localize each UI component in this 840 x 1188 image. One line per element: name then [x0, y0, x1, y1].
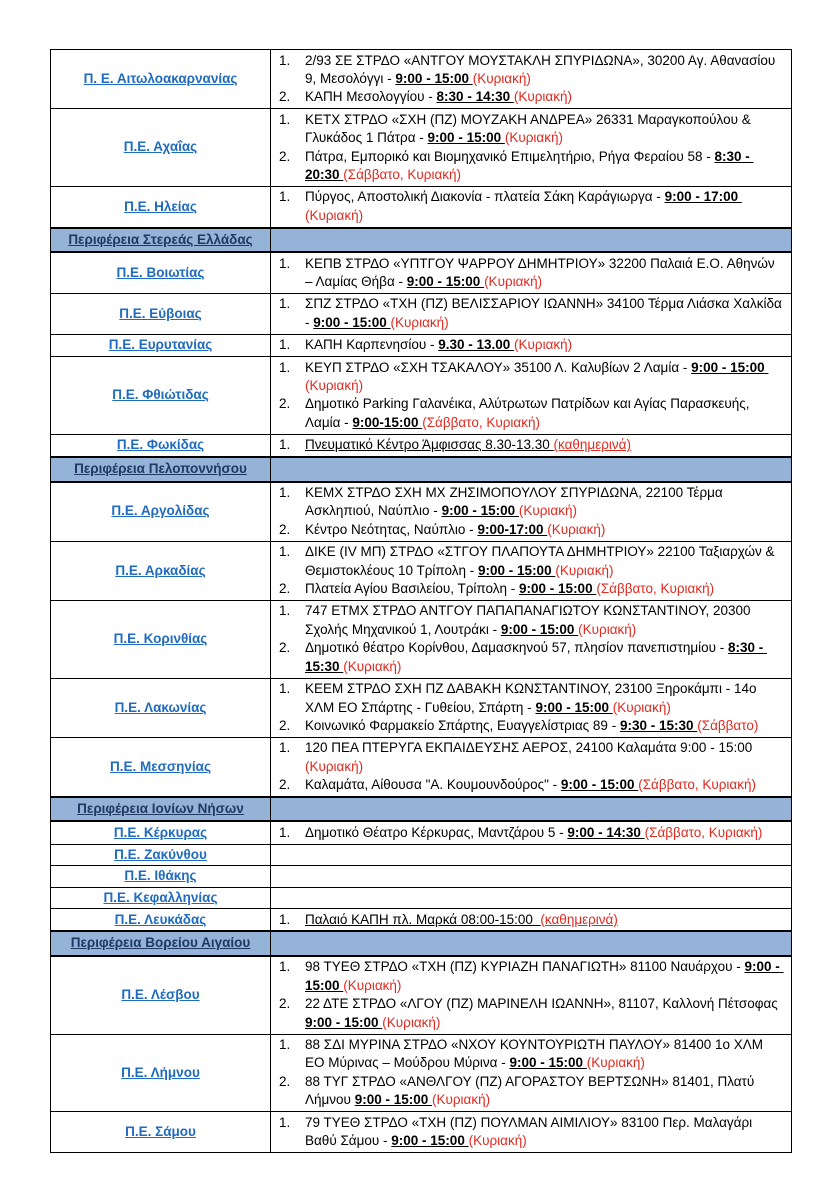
region-name: Π. Ε. Αιτωλοακαρνανίας	[83, 70, 238, 86]
day-note: (Κυριακή)	[305, 758, 364, 774]
region-name-cell	[51, 866, 271, 886]
region-row	[51, 1034, 791, 1112]
region-name: Π.Ε. Σάμου	[125, 1123, 196, 1139]
item-text-segment: Πλατεία Αγίου Βασιλείου, Τρίπολη -	[305, 581, 520, 597]
region-name: Π.Ε. Μεσσηνίας	[110, 758, 211, 774]
day-note: (Κυριακή)	[514, 337, 573, 353]
section-title-cell	[51, 798, 271, 820]
time-range: 9:00 - 15:00	[535, 699, 613, 715]
section-row	[51, 930, 791, 956]
day-note: (Κυριακή)	[484, 273, 543, 289]
locations-cell	[271, 738, 791, 796]
region-row	[51, 356, 791, 434]
locations-cell	[271, 187, 791, 227]
location-item	[279, 1036, 787, 1073]
region-name-cell	[51, 335, 271, 356]
day-note: (Κυριακή)	[305, 207, 364, 223]
day-note: (Κυριακή)	[555, 562, 614, 578]
locations-cell	[271, 253, 791, 293]
day-note: (Σάββατο, Κυριακή)	[638, 777, 756, 793]
location-item	[279, 776, 787, 794]
item-number: 2.	[279, 89, 291, 105]
item-text-segment: 79 ΤΥΕΘ ΣΤΡΔΟ «ΤΧΗ (ΠΖ) ΠΟΥΛΜΑΝ ΑΙΜΙΛΙΟΥ» 83100 Περ. Μαλαγάρι Βαθύ Σάμου -	[305, 1114, 756, 1149]
item-text-segment: ΚΕΠΒ ΣΤΡΔΟ «ΥΠΤΓΟΥ ΨΑΡΡΟΥ ΔΗΜΗΤΡΙΟΥ» 32200 Παλαιά Ε.Ο. Αθηνών – Λαμίας Θήβα -	[305, 255, 779, 289]
item-text-segment: ΚΕΤΧ ΣΤΡΔΟ «ΣΧΗ (ΠΖ) ΜΟΥΖΑΚΗ ΑΝΔΡΕΑ» 26331 Μαραγκοπούλου & Γλυκάδος 1 Πάτρα -	[305, 111, 755, 146]
region-name-cell	[51, 50, 271, 108]
location-item	[279, 436, 787, 454]
region-row	[51, 844, 791, 865]
item-text	[305, 995, 787, 1032]
item-text-segment: 98 ΤΥΕΘ ΣΤΡΔΟ «ΤΧΗ (ΠΖ) ΚΥΡΙΑΖΗ ΠΑΝΑΓΙΩΤΗ» 81100 Ναυάρχου -	[305, 959, 745, 975]
region-name-cell	[51, 542, 271, 600]
time-range: 9:30 - 15:30	[619, 717, 698, 733]
item-text	[305, 602, 787, 639]
region-name-cell	[51, 1112, 271, 1152]
item-number: 1.	[279, 437, 291, 453]
region-name-cell	[51, 483, 271, 541]
item-text-segment: Κοινωνικό Φαρμακείο Σπάρτης, Ευαγγελίστριας 89 -	[305, 717, 620, 733]
item-number: 1.	[279, 911, 291, 927]
region-name: Π.Ε. Λέσβου	[121, 986, 200, 1002]
item-number: 1.	[279, 959, 291, 975]
item-text-segment: 747 ΕΤΜΧ ΣΤΡΔΟ ΑΝΤΓΟΥ ΠΑΠΑΠΑΝΑΓΙΩΤΟΥ ΚΩΝΣΤΑΝΤΙΝΟΥ, 20300 Σχολής Μηχανικού 1, Λουτράκι -	[305, 603, 755, 637]
locations-cell	[271, 601, 791, 678]
item-text-segment: 120 ΠΕΑ ΠΤΕΡΥΓΑ ΕΚΠΑΙΔΕΥΣΗΣ ΑΕΡΟΣ, 24100 Καλαμάτα 9:00 - 15:00	[305, 740, 756, 756]
locations-cell	[271, 542, 791, 600]
time-range: 9:00 - 15:00	[354, 1092, 432, 1108]
item-text	[305, 824, 787, 842]
time-range: 9:00 - 15:00	[509, 1055, 587, 1071]
location-item	[279, 717, 787, 735]
location-item	[279, 580, 787, 598]
time-range: 9:00 - 15:00	[500, 621, 579, 637]
location-item	[279, 995, 787, 1032]
day-note: (Κυριακή)	[468, 1133, 527, 1149]
day-note: (Σάββατο, Κυριακή)	[422, 414, 540, 430]
region-name-cell	[51, 679, 271, 737]
time-range: 9:00 - 15:00	[313, 314, 391, 330]
region-name-cell	[51, 253, 271, 293]
item-number: 1.	[279, 824, 291, 840]
item-text	[305, 295, 787, 332]
item-number: 2.	[279, 996, 291, 1012]
section-title: Περιφέρεια Πελοποννήσου	[74, 461, 247, 477]
section-row	[51, 227, 791, 253]
item-number: 1.	[279, 544, 291, 560]
time-range: 9:00 - 15:00	[305, 1014, 383, 1030]
item-text-underlined: Πνευματικό Κέντρο Άμφισσας 8.30-13.30	[305, 437, 554, 453]
item-text	[305, 436, 787, 454]
region-name-cell	[51, 294, 271, 334]
location-item	[279, 911, 787, 929]
region-row	[51, 541, 791, 600]
time-range: 9:00-17:00	[477, 521, 548, 537]
region-row	[51, 865, 791, 886]
item-text	[305, 1073, 787, 1110]
day-note: (Κυριακή)	[432, 1092, 491, 1108]
time-range: 9:00 - 15:00	[560, 777, 639, 793]
time-range: 9:00 - 15:00	[305, 959, 784, 993]
region-name: Π.Ε. Ζακύνθου	[114, 846, 207, 862]
section-row	[51, 796, 791, 822]
section-title: Περιφέρεια Βορείου Αιγαίου	[70, 935, 251, 951]
locations-cell	[271, 845, 791, 865]
region-name: Π.Ε. Φθιώτιδας	[112, 387, 209, 403]
section-row	[51, 456, 791, 482]
region-row	[51, 957, 791, 1034]
item-text	[305, 911, 787, 929]
locations-cell	[271, 109, 791, 186]
location-item	[279, 639, 787, 676]
location-item	[279, 521, 787, 539]
region-name-cell	[51, 601, 271, 678]
item-text-segment: 22 ΔΤΕ ΣΤΡΔΟ «ΛΓΟΥ (ΠΖ) ΜΑΡΙΝΕΛΗ ΙΩΑΝΝΗ», 81107, Καλλονή Πέτσοφας	[305, 996, 782, 1012]
location-item	[279, 680, 787, 717]
region-name: Π.Ε. Ιθάκης	[124, 868, 197, 884]
region-name: Π.Ε. Λήμνου	[121, 1064, 200, 1080]
region-name: Π.Ε. Αχαΐας	[123, 139, 198, 155]
item-text	[305, 1036, 787, 1073]
day-note: (Κυριακή)	[305, 378, 364, 393]
locations-cell	[271, 1112, 791, 1152]
day-note: (Κυριακή)	[513, 89, 572, 105]
item-text	[305, 776, 787, 794]
item-text-segment: ΚΕΥΠ ΣΤΡΔΟ «ΣΧΗ ΤΣΑΚΑΛΟΥ» 35100 Λ. Καλυβίων 2 Λαμία -	[305, 359, 692, 375]
region-name: Π.Ε. Ευρυτανίας	[108, 337, 213, 353]
schedule-table	[50, 49, 792, 1153]
locations-cell	[271, 866, 791, 886]
region-row	[51, 253, 791, 293]
region-row	[51, 1111, 791, 1152]
day-note: (καθημερινά)	[540, 911, 618, 927]
locations-cell	[271, 822, 791, 843]
region-row	[51, 908, 791, 930]
item-number: 2.	[279, 1073, 291, 1089]
region-name-cell	[51, 822, 271, 843]
item-text-segment: ΚΑΠΗ Μεσολογγίου -	[305, 89, 437, 105]
time-range: 9:00 - 15:00	[395, 70, 473, 86]
item-number: 2.	[279, 521, 291, 537]
item-text	[305, 148, 787, 185]
region-name-cell	[51, 957, 271, 1034]
item-number: 1.	[279, 337, 291, 353]
item-text	[305, 88, 787, 106]
location-item	[279, 148, 787, 185]
locations-cell	[271, 909, 791, 930]
region-row	[51, 434, 791, 456]
location-item	[279, 336, 787, 354]
time-range: 9:00 - 15:00	[519, 581, 597, 597]
location-item	[279, 395, 787, 432]
item-text-segment: ΚΕΕΜ ΣΤΡΔΟ ΣΧΗ ΠΖ ΔΑΒΑΚΗ ΚΩΝΣΤΑΝΤΙΝΟΥ, 23100 Ξηροκάμπι - 14ο ΧΛΜ ΕΟ Σπάρτης - Γυθείου, Σπάρτη -	[305, 681, 761, 715]
region-row	[51, 334, 791, 356]
region-name: Π.Ε. Κορινθίας	[113, 631, 208, 647]
region-name: Π.Ε. Εύβοιας	[119, 305, 202, 321]
day-note: (καθημερινά)	[553, 437, 631, 453]
item-text-segment: ΚΑΠΗ Καρπενησίου -	[305, 337, 439, 353]
item-text	[305, 717, 787, 735]
day-note: (Κυριακή)	[382, 1014, 441, 1030]
item-text	[305, 521, 787, 539]
item-number: 1.	[279, 296, 291, 312]
item-text-segment: ΚΕΜΧ ΣΤΡΔΟ ΣΧΗ ΜΧ ΖΗΣΙΜΟΠΟΥΛΟΥ ΣΠΥΡΙΔΩΝΑ, 22100 Τέρμα Ασκληπιού, Ναύπλιο -	[305, 485, 726, 519]
item-number: 1.	[279, 255, 291, 271]
region-name-cell	[51, 738, 271, 796]
item-number: 1.	[279, 681, 291, 697]
item-text-underlined: Παλαιό ΚΑΠΗ πλ. Μαρκά 08:00-15:00	[305, 911, 541, 927]
region-name-cell	[51, 109, 271, 186]
region-row	[51, 50, 791, 108]
time-range: 9:00 - 17:00	[664, 189, 742, 205]
item-number: 2.	[279, 717, 291, 733]
item-number: 2.	[279, 148, 291, 164]
region-row	[51, 678, 791, 737]
locations-cell	[271, 357, 791, 434]
item-text	[305, 639, 787, 676]
item-number: 1.	[279, 485, 291, 501]
location-item	[279, 255, 787, 292]
day-note: (Σάββατο, Κυριακή)	[596, 581, 715, 597]
item-number: 1.	[279, 1037, 291, 1052]
item-text	[305, 958, 787, 995]
day-note: (Κυριακή)	[612, 699, 671, 715]
locations-cell	[271, 50, 791, 108]
locations-cell	[271, 932, 791, 954]
day-note: (Σάββατο)	[697, 717, 759, 733]
location-item	[279, 359, 787, 396]
region-name: Π.Ε. Βοιωτίας	[116, 264, 205, 280]
region-name-cell	[51, 1035, 271, 1112]
location-item	[279, 295, 787, 332]
item-text-segment: 88 ΤΥΓ ΣΤΡΔΟ «ΑΝΘΛΓΟΥ (ΠΖ) ΑΓΟΡΑΣΤΟΥ ΒΕΡΤΣΩΝΗ» 81401, Πλατύ Λήμνου	[305, 1073, 758, 1108]
item-number: 1.	[279, 359, 291, 375]
item-number: 2.	[279, 396, 291, 412]
item-number: 1.	[279, 1114, 291, 1130]
item-number: 2.	[279, 777, 291, 793]
item-text	[305, 543, 787, 580]
location-item	[279, 1073, 787, 1110]
section-title: Περιφέρεια Ιονίων Νήσων	[77, 801, 244, 817]
item-text	[305, 52, 787, 89]
location-item	[279, 958, 787, 995]
item-text-segment: Κέντρο Νεότητας, Ναύπλιο -	[305, 521, 478, 537]
location-item	[279, 52, 787, 89]
locations-cell	[271, 1035, 791, 1112]
region-row	[51, 887, 791, 908]
locations-cell	[271, 335, 791, 356]
region-row	[51, 737, 791, 796]
item-number: 1.	[279, 740, 291, 756]
locations-cell	[271, 798, 791, 820]
item-number: 1.	[279, 189, 291, 205]
day-note: (Κυριακή)	[547, 521, 606, 537]
time-range: 9:00 - 15:00	[391, 1133, 469, 1149]
location-item	[279, 188, 787, 225]
item-text-segment: 2/93 ΣΕ ΣΤΡΔΟ «ΑΝΤΓΟΥ ΜΟΥΣΤΑΚΛΗ ΣΠΥΡΙΔΩΝΑ», 30200 Αγ. Αθανασίου 9, Μεσολόγγι -	[305, 52, 780, 86]
locations-cell	[271, 229, 791, 251]
locations-cell	[271, 679, 791, 737]
time-range: 8:30 - 14:30	[436, 89, 514, 105]
item-number: 1.	[279, 52, 291, 68]
item-text	[305, 255, 787, 292]
region-name-cell	[51, 435, 271, 456]
location-item	[279, 111, 787, 148]
region-name: Π.Ε. Κεφαλληνίας	[103, 889, 218, 905]
item-text	[305, 359, 787, 396]
section-title: Περιφέρεια Στερεάς Ελλάδας	[68, 231, 253, 247]
region-row	[51, 186, 791, 227]
locations-cell	[271, 888, 791, 908]
item-text	[305, 739, 787, 776]
time-range: 9:00 - 15:00	[406, 273, 485, 289]
region-name: Π.Ε. Λευκάδας	[114, 911, 207, 927]
location-item	[279, 88, 787, 106]
location-item	[279, 543, 787, 580]
locations-cell	[271, 458, 791, 480]
day-note: (Κυριακή)	[578, 621, 637, 637]
time-range: 9:00 - 14:30	[567, 824, 645, 840]
item-text-segment: ΣΠΖ ΣΤΡΔΟ «ΤΧΗ (ΠΖ) ΒΕΛΙΣΣΑΡΙΟΥ ΙΩΑΝΝΗ» 34100 Τέρμα Λιάσκα Χαλκίδα -	[305, 296, 786, 330]
item-text-segment: 88 ΣΔΙ ΜΥΡΙΝΑ ΣΤΡΔΟ «ΝΧΟΥ ΚΟΥΝΤΟΥΡΙΩΤΗ ΠΑΥΛΟΥ» 81400 1ο ΧΛΜ ΕΟ Μύρινας – Μούδρου Μύρινα -	[305, 1037, 767, 1071]
item-text-segment: Πάτρα, Εμπορικό και Βιομηχανικό Επιμελητήριο, Ρήγα Φεραίου 58 -	[305, 148, 715, 164]
time-range: 9:00 - 15:00	[691, 359, 769, 375]
region-name-cell	[51, 845, 271, 865]
locations-cell	[271, 294, 791, 334]
section-title-cell	[51, 458, 271, 480]
item-text	[305, 580, 787, 598]
item-text	[305, 1114, 787, 1151]
item-text-segment: ΔΙΚΕ (IV ΜΠ) ΣΤΡΔΟ «ΣΤΓΟΥ ΠΛΑΠΟΥΤΑ ΔΗΜΗΤΡΙΟΥ» 22100 Ταξιαρχών & Θεμιστοκλέους 10 Τρίπολη -	[305, 544, 779, 578]
region-row	[51, 600, 791, 678]
time-range: 9.30 - 13.00	[438, 337, 515, 353]
item-number: 1.	[279, 111, 291, 127]
day-note: (Κυριακή)	[472, 70, 531, 86]
item-text	[305, 188, 787, 225]
location-item	[279, 602, 787, 639]
item-text-segment: Δημοτικό θέατρο Κορίνθου, Δαμασκηνού 57, πλησίον πανεπιστημίου -	[305, 640, 728, 656]
time-range: 9:00 - 15:00	[441, 503, 519, 519]
region-name-cell	[51, 888, 271, 908]
section-title-cell	[51, 229, 271, 251]
item-text	[305, 395, 787, 432]
region-row	[51, 293, 791, 334]
time-range: 8:30 - 15:30	[305, 640, 768, 674]
location-item	[279, 1114, 787, 1151]
section-title-cell	[51, 932, 271, 954]
item-number: 1.	[279, 603, 291, 619]
time-range: 9:00-15:00	[352, 414, 423, 430]
item-number: 2.	[279, 581, 291, 597]
locations-cell	[271, 957, 791, 1034]
item-text-segment: Πύργος, Αποστολική Διακονία - πλατεία Σάκη Καράγιωργα -	[305, 189, 665, 205]
time-range: 9:00 - 15:00	[427, 130, 505, 146]
day-note: (Κυριακή)	[343, 977, 402, 993]
region-name-cell	[51, 187, 271, 227]
location-item	[279, 484, 787, 521]
item-text	[305, 336, 787, 354]
region-name-cell	[51, 357, 271, 434]
day-note: (Κυριακή)	[343, 658, 402, 674]
item-text	[305, 111, 787, 148]
region-row	[51, 108, 791, 186]
region-name: Π.Ε. Αργολίδας	[111, 503, 210, 519]
region-row	[51, 483, 791, 541]
day-note: (Κυριακή)	[586, 1055, 645, 1071]
region-name: Π.Ε. Λακωνίας	[114, 699, 207, 715]
item-text-segment: Καλαμάτα, Αίθουσα "Α. Κουμουνδούρος" -	[305, 777, 561, 793]
location-item	[279, 739, 787, 776]
day-note: (Σάββατο, Κυριακή)	[343, 166, 462, 182]
time-range: 8:30 - 20:30	[305, 148, 754, 182]
region-row	[51, 822, 791, 843]
day-note: (Κυριακή)	[518, 503, 577, 519]
locations-cell	[271, 483, 791, 541]
item-text-segment: Δημοτικό Θέατρο Κέρκυρας, Μαντζάρου 5 -	[305, 824, 568, 840]
region-name: Π.Ε. Ηλείας	[124, 198, 197, 214]
day-note: (Σάββατο, Κυριακή)	[644, 824, 763, 840]
item-text	[305, 484, 787, 521]
region-name: Π.Ε. Αρκαδίας	[115, 562, 206, 578]
item-text	[305, 680, 787, 717]
location-item	[279, 824, 787, 842]
locations-cell	[271, 435, 791, 456]
region-name-cell	[51, 909, 271, 930]
time-range: 9:00 - 15:00	[478, 562, 556, 578]
item-text-segment: Δημοτικό Parking Γαλανέικα, Αλύτρωτων Πατρίδων και Αγίας Παρασκευής, Λαμία -	[305, 396, 753, 430]
day-note: (Κυριακή)	[504, 130, 563, 146]
day-note: (Κυριακή)	[390, 314, 449, 330]
item-number: 2.	[279, 640, 291, 656]
region-name: Π.Ε. Κέρκυρας	[113, 824, 208, 840]
region-name: Π.Ε. Φωκίδας	[116, 437, 205, 453]
